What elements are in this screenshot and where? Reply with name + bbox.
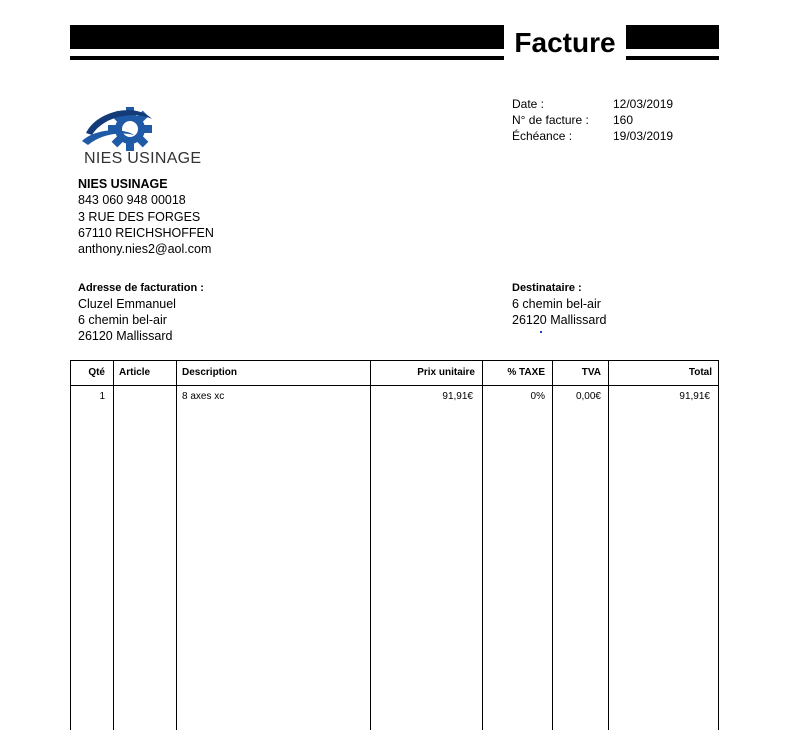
billing-street: 6 chemin bel-air <box>78 313 167 327</box>
stray-dot <box>540 331 542 333</box>
logo-text: NIES USINAGE <box>84 150 202 167</box>
date-value: 12/03/2019 <box>613 97 674 111</box>
recipient-address <box>512 280 607 328</box>
recipient-street: 6 chemin bel-air <box>512 297 601 311</box>
header-article: Article <box>119 367 151 378</box>
header-bar-left-thick <box>70 25 504 49</box>
row-total: 91,91€ <box>679 391 710 402</box>
date-label: Date : <box>512 97 545 111</box>
row-description: 8 axes xc <box>182 391 225 402</box>
header-divider <box>71 385 718 386</box>
header-description: Description <box>182 367 238 378</box>
column-divider <box>608 361 609 730</box>
invoice-number-label: N° de facture : <box>512 113 589 127</box>
header-vat: TVA <box>581 367 601 378</box>
row-vat: 0,00€ <box>575 391 601 402</box>
header-total: Total <box>688 367 712 378</box>
recipient-city: 26120 Mallissard <box>512 313 607 327</box>
invoice-table <box>70 360 719 730</box>
column-divider <box>176 361 177 730</box>
company-city: 67110 REICHSHOFFEN <box>78 225 214 240</box>
header-bar-right-thin <box>626 56 719 60</box>
invoice-title: Facture <box>514 27 616 58</box>
billing-address <box>78 280 204 344</box>
row-tax: 0% <box>530 391 545 402</box>
company-email: anthony.nies2@aol.com <box>78 242 212 257</box>
invoice-number-value: 160 <box>613 113 634 127</box>
company-street: 3 RUE DES FORGES <box>78 209 201 224</box>
company-siret: 843 060 948 00018 <box>78 193 186 208</box>
header-qty: Qté <box>88 367 105 378</box>
billing-city: 26120 Mallissard <box>78 329 173 343</box>
billing-name: Cluzel Emmanuel <box>78 297 176 311</box>
billing-label: Adresse de facturation : <box>78 282 204 294</box>
row-qty: 1 <box>99 391 105 402</box>
company-name: NIES USINAGE <box>78 177 168 191</box>
row-unit-price: 91,91€ <box>442 391 473 402</box>
column-divider <box>482 361 483 730</box>
header-unit-price: Prix unitaire <box>417 367 475 378</box>
column-divider <box>370 361 371 730</box>
company-block <box>78 176 214 257</box>
due-date-label: Échéance : <box>512 129 573 143</box>
header-bar-left-thin <box>70 56 504 60</box>
recipient-label: Destinataire : <box>512 282 582 294</box>
column-divider <box>552 361 553 730</box>
column-divider <box>113 361 114 730</box>
header-bar-right-thick <box>626 25 719 49</box>
due-date-value: 19/03/2019 <box>613 129 674 143</box>
header-tax: % TAXE <box>507 367 545 378</box>
